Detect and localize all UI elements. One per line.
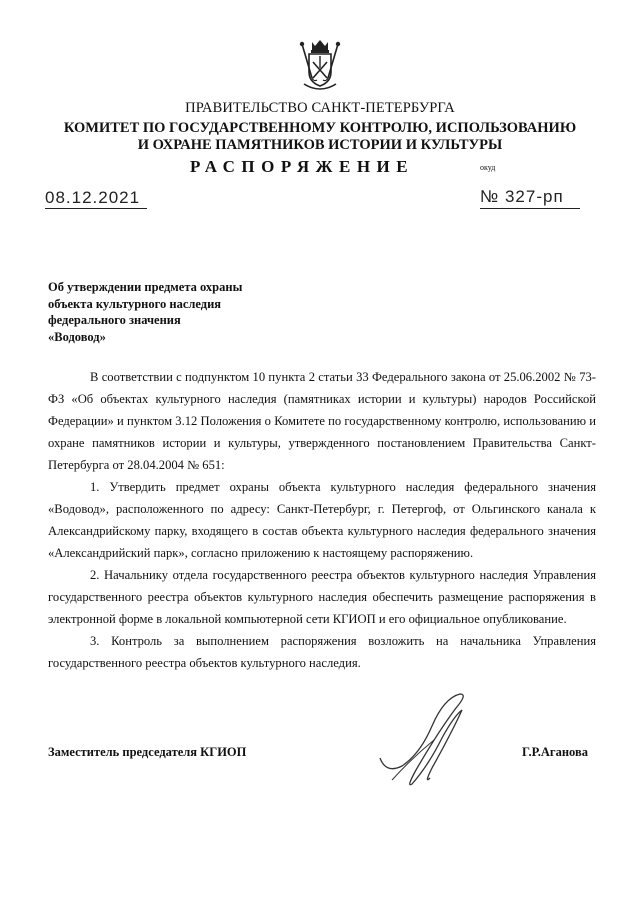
subject-line-1: Об утверждении предмета охраны [48, 280, 243, 294]
subject-line-3: федерального значения [48, 313, 181, 327]
item-2-paragraph: 2. Начальнику отдела государственного реестра объектов культурного наследия Управления государственного реестра объектов культурного наследия обеспечить размещение распоряжения в электронной форме в локальной компьютерной сети КГИОП и его официальное опубликование. [48, 568, 596, 626]
subject-line-2: объекта культурного наследия [48, 296, 222, 311]
document-date: 08.12.2021 [45, 188, 141, 207]
document-body [48, 366, 596, 674]
number-underline [480, 208, 580, 209]
document-number: № 327-рп [480, 187, 564, 206]
subject-line-4: «Водовод» [48, 329, 106, 344]
item-3-paragraph: 3. Контроль за выполнением распоряжения возложить на начальника Управления государственного реестра объектов культурного наследия. [48, 634, 596, 670]
signer-name: Г.Р.Аганова [522, 745, 588, 759]
handwritten-signature [372, 688, 472, 798]
document-type: РАСПОРЯЖЕНИЕ [190, 157, 415, 176]
preamble-paragraph: В соответствии с подпунктом 10 пункта 2 статьи 33 Федерального закона от 25.06.2002 № 73-ФЗ «Об объектах культурного наследия (памятниках истории и культуры) народов Российской Федерации» и пунктом 3.12 Положения о Комитете по государственному контролю, использованию и охране памятников истории и культуры, утвержденного постановлением Правительства Санкт-Петербурга от 28.04.2004 № 651: [48, 370, 596, 472]
committee-title [0, 120, 640, 154]
committee-line-1: КОМИТЕТ ПО ГОСУДАРСТВЕННОМУ КОНТРОЛЮ, ИСПОЛЬЗОВАНИЮ [63, 120, 577, 136]
document-subject [48, 279, 308, 345]
coat-of-arms-icon [298, 38, 342, 96]
okud-label: окуд [480, 163, 496, 172]
government-title: ПРАВИТЕЛЬСТВО САНКТ-ПЕТЕРБУРГА [185, 100, 455, 116]
signer-title: Заместитель председателя КГИОП [48, 745, 247, 759]
date-underline [45, 208, 147, 209]
item-1-paragraph: 1. Утвердить предмет охраны объекта культурного наследия федерального значения «Водовод», расположенного по адресу: Санкт-Петербург, г. Петергоф, от Ольгинского канала к Александрийскому парку, входящего в состав объекта культурного наследия федерального значения «Александрийский парк», согласно приложению к настоящему распоряжению. [48, 480, 596, 560]
committee-line-2: И ОХРАНЕ ПАМЯТНИКОВ ИСТОРИИ И КУЛЬТУРЫ [137, 137, 503, 153]
